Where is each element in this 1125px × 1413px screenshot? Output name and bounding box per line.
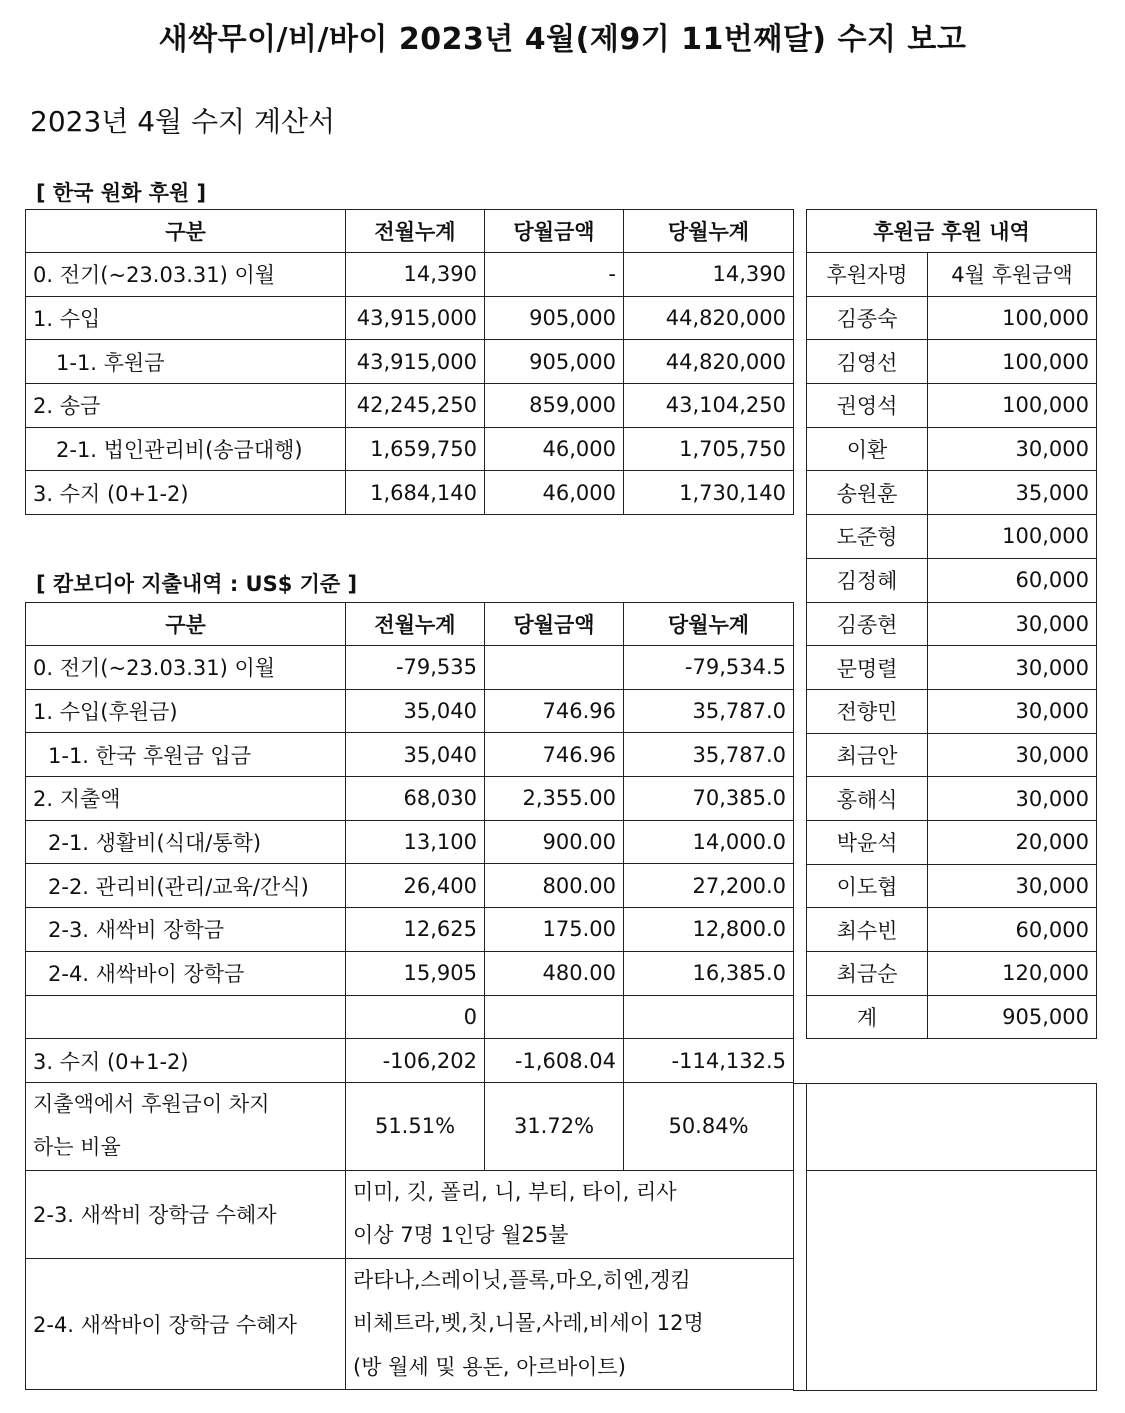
- donor-total-label: 계: [807, 995, 928, 1039]
- usd-col-current: 당월금액: [485, 603, 624, 646]
- row-current: -1,608.04: [485, 1039, 624, 1083]
- recipients-bai-row: [26, 1258, 794, 1390]
- donor-amount: 100,000: [928, 296, 1097, 340]
- donor-amount: 60,000: [928, 558, 1097, 602]
- row-cumulative: 44,820,000: [624, 340, 794, 384]
- row-cumulative: 27,200.0: [624, 864, 794, 908]
- table-row: [26, 908, 794, 952]
- row-current: 746.96: [485, 689, 624, 733]
- row-cumulative: -114,132.5: [624, 1039, 794, 1083]
- row-label: 1-1. 후원금: [26, 340, 346, 384]
- row-label: 3. 수지 (0+1-2): [26, 1039, 346, 1083]
- recipients-bai-line2: 비체트라,벳,칫,니몰,사레,비세이 12명: [353, 1311, 704, 1336]
- row-label: 2-1. 생활비(식대/통학): [26, 820, 346, 864]
- row-label: 0. 전기(~23.03.31) 이월: [26, 646, 346, 690]
- krw-col-cumulative: 당월누계: [624, 210, 794, 253]
- row-label: 2-4. 새싹바이 장학금: [26, 951, 346, 995]
- donor-total-amount: 905,000: [928, 995, 1097, 1039]
- donor-amount: 30,000: [928, 864, 1097, 908]
- row-current: [485, 995, 624, 1039]
- row-prev: 43,915,000: [346, 340, 485, 384]
- row-label: 2-2. 관리비(관리/교육/간식): [26, 864, 346, 908]
- ratio-current: 31.72%: [485, 1082, 624, 1170]
- table-row: [26, 995, 794, 1039]
- donor-header-row: [807, 210, 1097, 253]
- donor-name: 권영석: [807, 384, 928, 428]
- ratio-prev: 51.51%: [346, 1082, 485, 1170]
- row-prev: 0: [346, 995, 485, 1039]
- row-current: 800.00: [485, 864, 624, 908]
- donor-amount: 100,000: [928, 515, 1097, 559]
- donor-row: [807, 515, 1097, 559]
- row-label: 1. 수입: [26, 296, 346, 340]
- row-prev: 43,915,000: [346, 296, 485, 340]
- recipients-bai-list: [346, 1258, 794, 1390]
- row-current: 46,000: [485, 427, 624, 471]
- krw-header-row: [26, 210, 794, 253]
- row-prev: 26,400: [346, 864, 485, 908]
- donor-name: 김종숙: [807, 296, 928, 340]
- row-current: [485, 646, 624, 690]
- donor-table-title: 후원금 후원 내역: [807, 210, 1097, 253]
- donor-amount: 60,000: [928, 908, 1097, 952]
- donor-name: 박윤석: [807, 820, 928, 864]
- usd-col-prev: 전월누계: [346, 603, 485, 646]
- row-cumulative: 1,705,750: [624, 427, 794, 471]
- ratio-label-line2: 하는 비율: [33, 1135, 121, 1160]
- side-box-divider: [806, 1170, 1097, 1171]
- krw-col-current: 당월금액: [485, 210, 624, 253]
- table-row: [26, 646, 794, 690]
- krw-col-prev: 전월누계: [346, 210, 485, 253]
- report-title: 새싹무이/비/바이 2023년 4월(제9기 11번째달) 수지 보고: [158, 22, 967, 57]
- row-label: 1. 수입(후원금): [26, 689, 346, 733]
- krw-col-category: 구분: [26, 210, 346, 253]
- row-prev: 68,030: [346, 777, 485, 821]
- donor-amount: 20,000: [928, 820, 1097, 864]
- row-prev: -106,202: [346, 1039, 485, 1083]
- row-prev: 14,390: [346, 253, 485, 297]
- usd-table: [25, 602, 794, 1390]
- donor-amount: 30,000: [928, 777, 1097, 821]
- donor-name: 최수빈: [807, 908, 928, 952]
- donor-row: [807, 340, 1097, 384]
- row-prev: 42,245,250: [346, 384, 485, 428]
- table-row: [26, 1039, 794, 1083]
- recipients-bi-line2: 이상 7명 1인당 월25불: [353, 1223, 569, 1248]
- row-current: 859,000: [485, 384, 624, 428]
- donor-amount: 120,000: [928, 952, 1097, 996]
- table-row: [26, 296, 794, 340]
- donor-row: [807, 908, 1097, 952]
- row-current: 46,000: [485, 471, 624, 515]
- donor-amount: 30,000: [928, 733, 1097, 777]
- donor-row: [807, 777, 1097, 821]
- donor-name: 문명렬: [807, 646, 928, 690]
- row-cumulative: 70,385.0: [624, 777, 794, 821]
- recipients-bai-line1: 라타나,스레이닛,플록,마오,히엔,겡킴: [353, 1267, 691, 1292]
- row-label: 2-1. 법인관리비(송금대행): [26, 427, 346, 471]
- donor-col-name: 후원자명: [807, 253, 928, 297]
- row-prev: 35,040: [346, 689, 485, 733]
- donor-row: [807, 471, 1097, 515]
- table-row: [26, 253, 794, 297]
- recipients-bi-list: [346, 1170, 794, 1258]
- row-prev: 1,684,140: [346, 471, 485, 515]
- usd-col-category: 구분: [26, 603, 346, 646]
- table-row: [26, 733, 794, 777]
- row-current: 905,000: [485, 296, 624, 340]
- donor-name: 김종현: [807, 602, 928, 646]
- donor-name: 도준형: [807, 515, 928, 559]
- side-box-right: [1096, 1083, 1097, 1391]
- row-label: 0. 전기(~23.03.31) 이월: [26, 253, 346, 297]
- row-cumulative: 14,390: [624, 253, 794, 297]
- table-row: [26, 384, 794, 428]
- usd-col-cumulative: 당월누계: [624, 603, 794, 646]
- donor-row: [807, 558, 1097, 602]
- ratio-label-line1: 지출액에서 후원금이 차지: [33, 1091, 270, 1116]
- donor-row: [807, 427, 1097, 471]
- row-cumulative: 14,000.0: [624, 820, 794, 864]
- row-label: 3. 수지 (0+1-2): [26, 471, 346, 515]
- side-box-top: [793, 1083, 1097, 1084]
- recipients-bi-row: [26, 1170, 794, 1258]
- row-cumulative: 43,104,250: [624, 384, 794, 428]
- donor-name: 홍해식: [807, 777, 928, 821]
- table-row: [26, 689, 794, 733]
- row-cumulative: -79,534.5: [624, 646, 794, 690]
- donor-row: [807, 864, 1097, 908]
- donor-name: 김영선: [807, 340, 928, 384]
- row-current: 2,355.00: [485, 777, 624, 821]
- donor-col-amount: 4월 후원금액: [928, 253, 1097, 297]
- recipients-bi-label: 2-3. 새싹비 장학금 수혜자: [26, 1170, 346, 1258]
- donor-row: [807, 602, 1097, 646]
- donor-name: 김정혜: [807, 558, 928, 602]
- row-label: [26, 995, 346, 1039]
- row-cumulative: 35,787.0: [624, 689, 794, 733]
- donor-row: [807, 820, 1097, 864]
- row-current: 905,000: [485, 340, 624, 384]
- usd-header-row: [26, 603, 794, 646]
- side-box-left: [806, 1083, 807, 1391]
- row-cumulative: [624, 995, 794, 1039]
- row-current: -: [485, 253, 624, 297]
- donor-amount: 100,000: [928, 340, 1097, 384]
- row-prev: 13,100: [346, 820, 485, 864]
- row-prev: 1,659,750: [346, 427, 485, 471]
- row-label: 1-1. 한국 후원금 입금: [26, 733, 346, 777]
- donor-amount: 30,000: [928, 646, 1097, 690]
- donor-row: [807, 733, 1097, 777]
- krw-table: [25, 209, 794, 515]
- row-cumulative: 12,800.0: [624, 908, 794, 952]
- table-row: [26, 951, 794, 995]
- donor-row: [807, 952, 1097, 996]
- donor-row: [807, 689, 1097, 733]
- recipients-bi-line1: 미미, 깃, 폴리, 니, 부티, 타이, 리사: [353, 1179, 677, 1204]
- donor-colheader-row: [807, 253, 1097, 297]
- donor-name: 이환: [807, 427, 928, 471]
- row-cumulative: 35,787.0: [624, 733, 794, 777]
- recipients-bai-label: 2-4. 새싹바이 장학금 수혜자: [26, 1258, 346, 1390]
- donor-total-row: [807, 995, 1097, 1039]
- row-prev: 12,625: [346, 908, 485, 952]
- row-current: 480.00: [485, 951, 624, 995]
- row-current: 175.00: [485, 908, 624, 952]
- table-row: [26, 777, 794, 821]
- row-cumulative: 16,385.0: [624, 951, 794, 995]
- row-current: 746.96: [485, 733, 624, 777]
- row-cumulative: 1,730,140: [624, 471, 794, 515]
- row-current: 900.00: [485, 820, 624, 864]
- side-box-bottom: [793, 1390, 1097, 1391]
- table-row: [26, 820, 794, 864]
- donor-name: 이도협: [807, 864, 928, 908]
- table-row: [26, 471, 794, 515]
- ratio-row: [26, 1082, 794, 1170]
- donor-amount: 30,000: [928, 427, 1097, 471]
- row-label: 2. 송금: [26, 384, 346, 428]
- ratio-cumulative: 50.84%: [624, 1082, 794, 1170]
- row-prev: -79,535: [346, 646, 485, 690]
- row-cumulative: 44,820,000: [624, 296, 794, 340]
- donor-amount: 100,000: [928, 384, 1097, 428]
- table-row: [26, 864, 794, 908]
- donor-name: 송원훈: [807, 471, 928, 515]
- donor-amount: 30,000: [928, 689, 1097, 733]
- donor-amount: 35,000: [928, 471, 1097, 515]
- row-label: 2. 지출액: [26, 777, 346, 821]
- donor-row: [807, 384, 1097, 428]
- krw-section-label: [ 한국 원화 후원 ]: [36, 181, 207, 205]
- donor-amount: 30,000: [928, 602, 1097, 646]
- table-row: [26, 427, 794, 471]
- ratio-label: [26, 1082, 346, 1170]
- donor-name: 최금안: [807, 733, 928, 777]
- donor-row: [807, 296, 1097, 340]
- row-prev: 15,905: [346, 951, 485, 995]
- donor-name: 전향민: [807, 689, 928, 733]
- table-row: [26, 340, 794, 384]
- row-prev: 35,040: [346, 733, 485, 777]
- donor-row: [807, 646, 1097, 690]
- donor-table: [806, 209, 1097, 1039]
- usd-section-label: [ 캄보디아 지출내역 : US$ 기준 ]: [36, 572, 358, 596]
- statement-subtitle: 2023년 4월 수지 계산서: [30, 105, 336, 138]
- donor-name: 최금순: [807, 952, 928, 996]
- row-label: 2-3. 새싹비 장학금: [26, 908, 346, 952]
- recipients-bai-line3: (방 월세 및 용돈, 아르바이트): [353, 1354, 626, 1379]
